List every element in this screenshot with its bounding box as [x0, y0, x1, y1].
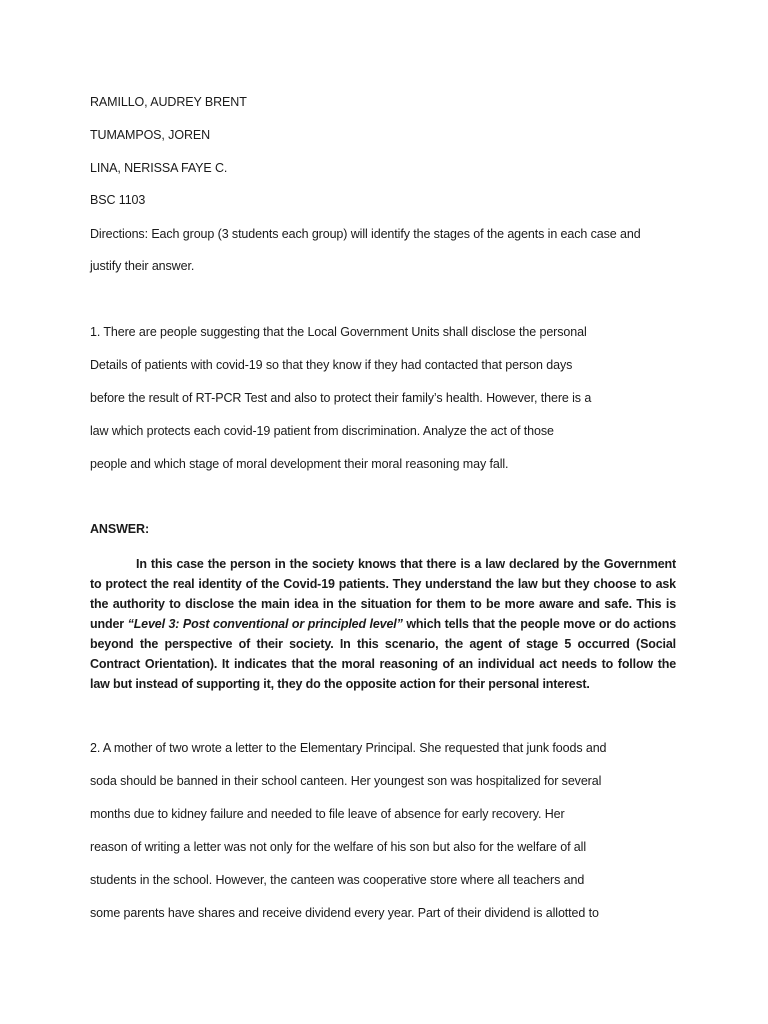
answer-paragraph	[90, 554, 676, 694]
answer-text-part-1: In this case the person in the society knows that there is a law declared by the Government to protect the real identity of the Covid-19 patients. They understand the law but they choose to ask the authority to disclose the main idea in the situation for them to be more aware and safe. This is under	[90, 557, 676, 631]
question2-line-3: months due to kidney failure and needed to file leave of absence for early recovery. Her	[90, 807, 565, 821]
question1-line-5: people and which stage of moral development their moral reasoning may fall.	[90, 457, 509, 471]
question2-line-1: 2. A mother of two wrote a letter to the Elementary Principal. She requested that junk foods and	[90, 741, 607, 755]
answer-heading: ANSWER:	[90, 522, 150, 536]
student-name-2: TUMAMPOS, JOREN	[90, 128, 211, 142]
section-code: BSC 1103	[90, 193, 146, 207]
directions-line-2: justify their answer.	[90, 259, 195, 273]
question2-line-2: soda should be banned in their school canteen. Her youngest son was hospitalized for several	[90, 774, 602, 788]
question1-line-2: Details of patients with covid-19 so that they know if they had contacted that person days	[90, 358, 573, 372]
directions-line-1: Directions: Each group (3 students each group) will identify the stages of the agents in each case and	[90, 227, 641, 241]
question2-line-6: some parents have shares and receive dividend every year. Part of their dividend is allotted to	[90, 906, 599, 920]
question1-line-1: 1. There are people suggesting that the Local Government Units shall disclose the personal	[90, 325, 587, 339]
question1-line-4: law which protects each covid-19 patient from discrimination. Analyze the act of those	[90, 424, 554, 438]
answer-emphasis: “Level 3: Post conventional or principled level”	[127, 617, 403, 631]
question2-line-4: reason of writing a letter was not only for the welfare of his son but also for the welfare of all	[90, 840, 587, 854]
student-name-1: RAMILLO, AUDREY BRENT	[90, 95, 247, 109]
answer-text-part-2: which tells that the people move or do actions beyond the perspective of their society. In this scenario, the agent of stage 5 occurred (Social Contract Orientation). It indicates that the moral reasoning of an individual act needs to follow the law but instead of supporting it, they do the opposite action for their personal interest.	[90, 617, 676, 691]
student-name-3: LINA, NERISSA FAYE C.	[90, 161, 228, 175]
question2-line-5: students in the school. However, the canteen was cooperative store where all teachers and	[90, 873, 585, 887]
question1-line-3: before the result of RT-PCR Test and also to protect their family’s health. However, there is a	[90, 391, 592, 405]
